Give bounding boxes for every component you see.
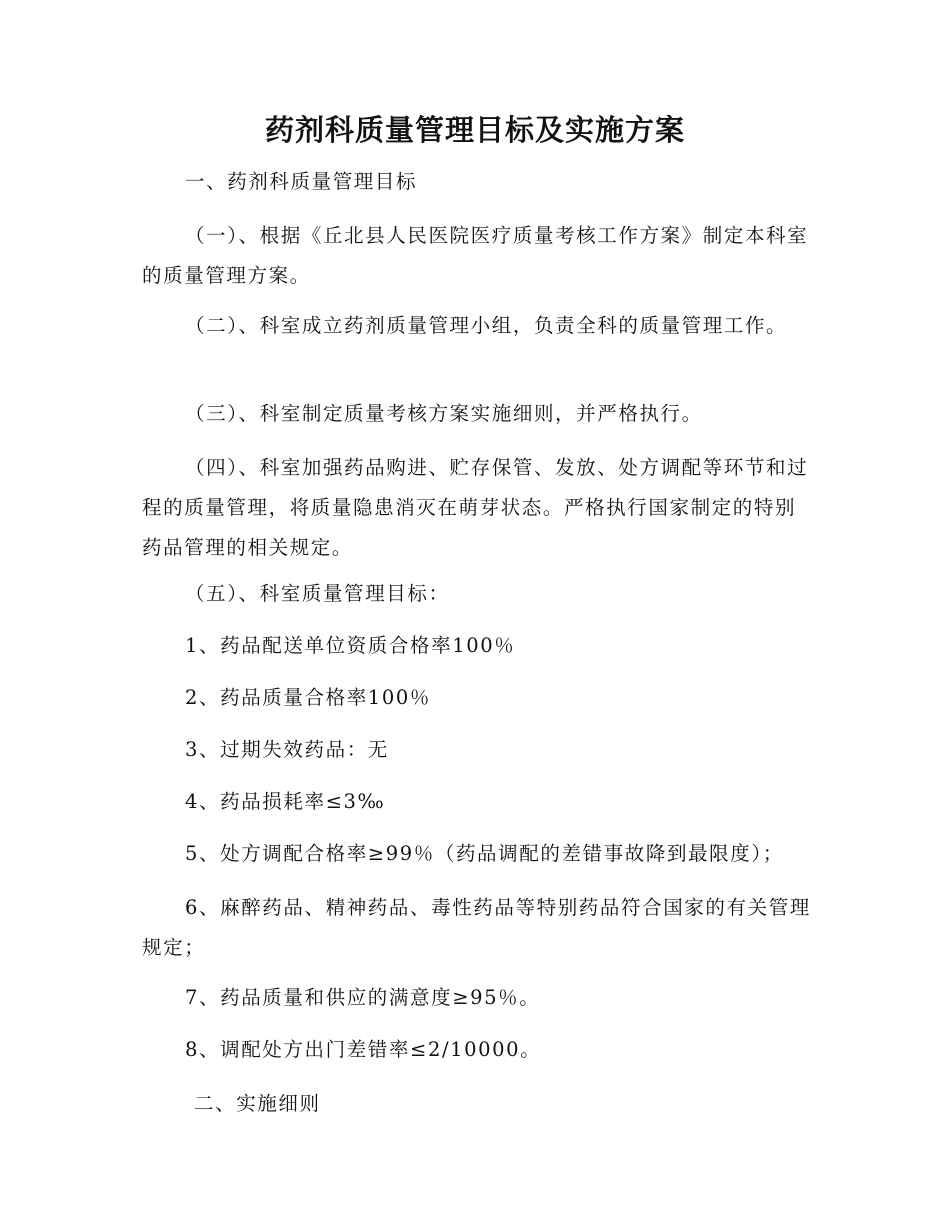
section-heading-goals: 一、药剂科质量管理目标 [185,170,418,193]
document-title: 药剂科质量管理目标及实施方案 [264,113,685,147]
paragraph-3: （三）、科室制定质量考核方案实施细则，并严格执行。 [185,402,703,425]
list-item: 3、过期失效药品：无 [185,738,389,761]
list-item: 2、药品质量合格率100％ [185,686,431,709]
paragraph-4: （四）、科室加强药品购进、贮存保管、发放、处方调配等环节和过程的质量管理，将质量隐患消灭在萌芽状态。严格执行国家制定的特别药品管理的相关规定。 [142,456,809,559]
list-item: 5、处方调配合格率≥99％（药品调配的差错事故降到最限度）； [185,842,784,865]
list-item: 4、药品损耗率≤3‰ [185,790,386,813]
list-item: 1、药品配送单位资质合格率100％ [185,634,516,657]
list-item: 8、调配处方出门差错率≤2/10000。 [185,1038,542,1061]
paragraph-2: （二）、科室成立药剂质量管理小组，负责全科的质量管理工作。 [185,314,788,337]
list-item: 6、麻醉药品、精神药品、毒性药品等特别药品符合国家的有关管理规定； [142,896,811,959]
list-item: 7、药品质量和供应的满意度≥95％。 [185,986,541,1009]
paragraph-5: （五）、科室质量管理目标： [185,582,450,605]
paragraph-1: （一）、根据《丘北县人民医院医疗质量考核工作方案》制定本科室的质量管理方案。 [142,224,809,287]
section-heading-details: 二、实施细则 [194,1092,321,1115]
